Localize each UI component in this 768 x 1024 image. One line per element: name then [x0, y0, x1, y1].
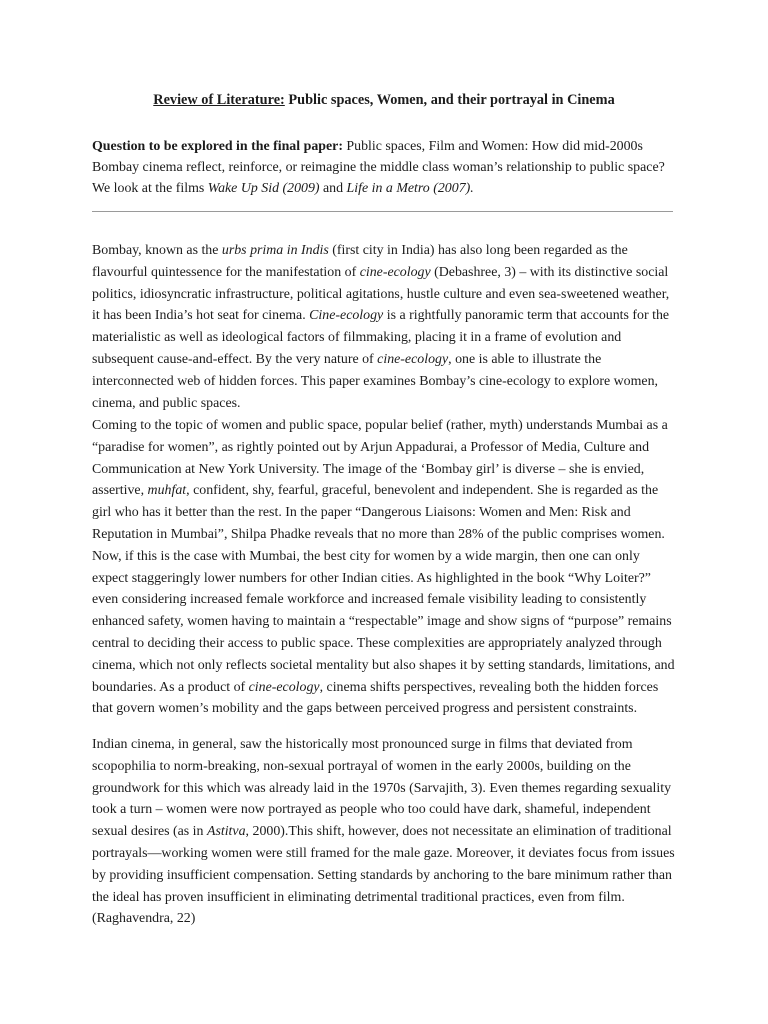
p1-text: Bombay, known as the	[92, 243, 222, 258]
p2-text: , confident, shy, fearful, graceful, benevolent and independent. She is regarded as the girl who has it better than the rest. In the paper “Dangerous Liaisons: Women and Men: Risk and Reputation in Mumbai”, Shilpa Phadke reveals that no more than 28% of the public comprises women. Now, if this is the case with Mumbai, the best city for women by a wide margin, then one can only expect staggeringly lower numbers for other Indian cities. As highlighted in the book “Why Loiter?” even considering increased female workforce and increased female visibility leading to consistently enhanced safety, women having to maintain a “respectable” image and show signs of “purpose” remains central to deciding their access to public space. These complexities are appropriately analyzed through cinema, which not only reflects societal mentality but also shapes it by setting standards, limitations, and boundaries. As a product of	[92, 483, 675, 695]
p2-text: , cinema shifts perspectives, revealing both the hidden forces that govern women’s mobility and the gaps between perceived progress and persistent constraints.	[92, 679, 659, 717]
question-and: and	[319, 181, 347, 196]
p3-text: , 2000).This shift, however, does not necessitate an elimination of traditional portrayals—working women were still framed for the male gaze. Moreover, it deviates focus from issues by providing insufficient compensation. Setting standards by anchoring to the bare minimum rather than the ideal has proven insufficient in eliminating detrimental traditional practices, even from film. (Raghavendra, 22)	[92, 824, 675, 927]
title-text: Public spaces, Women, and their portrayal in Cinema	[284, 92, 615, 108]
paragraph-3	[92, 734, 676, 930]
question-label: Question to be explored in the final paper:	[92, 139, 343, 154]
p1-italic: cine-ecology	[377, 351, 449, 367]
question-film-1: Wake Up Sid (2009)	[207, 181, 320, 196]
research-question	[92, 136, 672, 199]
paragraph-1	[92, 240, 676, 414]
question-film-2: Life in a Metro (2007).	[346, 181, 474, 196]
page-title	[0, 92, 768, 109]
p1-italic: Cine-ecology	[309, 308, 384, 324]
section-divider	[92, 211, 673, 212]
question-text: Public spaces, Film and Women: How did mid-2000s Bombay cinema reflect, reinforce, or reimagine the middle class woman’s relationship to public space? We look at the films	[92, 139, 665, 196]
title-label: Review of Literature:	[153, 92, 285, 108]
p2-italic: muhfat	[147, 483, 187, 499]
p3-italic: Astitva	[206, 824, 246, 840]
paragraph-2	[92, 415, 676, 720]
p1-text: is a rightfully panoramic term that accounts for the materialistic as well as ideological factors of filmmaking, placing it in a frame of evolution and subsequent cause-and-effect. By the very nature of	[92, 308, 670, 367]
p1-text: (Debashree, 3) – with its distinctive social politics, idiosyncratic infrastructure, political agitations, hustle culture and even sea-sweetened weather, it has been India’s hot seat for cinema.	[92, 264, 670, 324]
p3-text: Indian cinema, in general, saw the historically most pronounced surge in films that deviated from scopophilia to norm-breaking, non-sexual portrayal of women in the early 2000s, building on the groundwork for this which was already laid in the 1970s (Sarvajith, 3). Even themes regarding sexuality took a turn – women were now portrayed as people who too could have dark, shameful, independent sexual desires (as in	[92, 737, 672, 840]
p2-italic: cine-ecology	[248, 679, 320, 695]
p1-text: , one is able to illustrate the interconnected web of hidden forces. This paper examines Bombay’s cine-ecology to explore women, cinema, and public spaces.	[92, 351, 658, 411]
p1-text: (first city in India) has also long been regarded as the flavourful quintessence for the manifestation of	[92, 243, 628, 280]
p2-text: Coming to the topic of women and public space, popular belief (rather, myth) understands Mumbai as a “paradise for women”, as rightly pointed out by Arjun Appadurai, a Professor of Media, Culture and Communication at New York University. The image of the ‘Bombay girl’ is diverse – she is envied, assertive,	[92, 418, 668, 499]
p1-italic: cine-ecology	[359, 264, 431, 280]
p1-italic: urbs prima in Indis	[221, 243, 329, 258]
